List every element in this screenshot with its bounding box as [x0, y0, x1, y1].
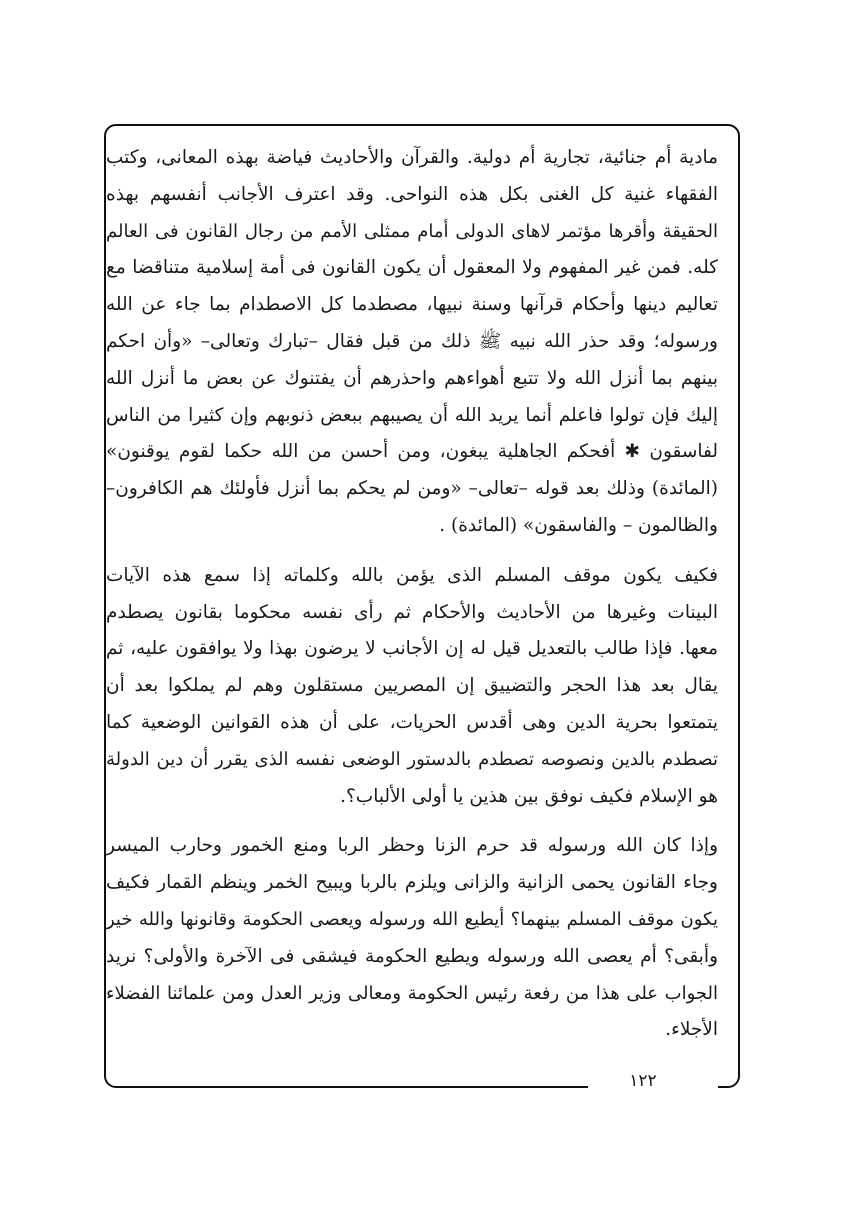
paragraph-2: [106, 558, 718, 816]
text-line: مادية أم جنائية، تجارية أم دولية. والقرآن والأحاديث فياضة بهذه المعانى، وكتب: [106, 147, 718, 168]
text-line: تعاليم دينها وأحكام قرآنها وسنة نبيها، مصطدما كل الاصطدام بما جاء عن الله: [106, 294, 718, 316]
text-line: والظالمون – والفاسقون» (المائدة) .: [439, 514, 718, 536]
paragraph-3: [106, 828, 718, 1049]
text-line: كله. فمن غير المفهوم ولا المعقول أن يكون القانون فى أمة إسلامية متناقضا مع: [106, 257, 718, 279]
text-line: لفاسقون ✱ أفحكم الجاهلية يبغون، ومن أحسن من الله حكما لقوم يوقنون»: [106, 441, 718, 463]
text-line: الأجلاء.: [665, 1019, 718, 1041]
text-line: يتمتعوا بحرية الدين وهى أقدس الحريات، على أن هذه القوانين الوضعية كما: [106, 711, 718, 733]
text-line: (المائدة) وذلك بعد قوله –تعالى– «ومن لم يحكم بما أنزل فأولئك هم الكافرون–: [106, 478, 718, 500]
page-number: ١٢٢: [588, 1071, 698, 1091]
text-line: إليك فإن تولوا فاعلم أنما يريد الله أن يصيبهم ببعض ذنوبهم وإن كثيرا من الناس: [106, 404, 718, 426]
text-line: البينات وغيرها من الأحاديث والأحكام ثم رأى نفسه محكوما بقانون يصطدم: [106, 601, 718, 623]
text-line: وأبقى؟ أم يعصى الله ورسوله ويطيع الحكومة فيشقى فى الآخرة والأولى؟ نريد: [106, 945, 718, 967]
text-line: الفقهاء غنية كل الغنى بكل هذه النواحى. وقد اعترف الأجانب أنفسهم بهذه: [106, 183, 718, 205]
text-line: الحقيقة وأقرها مؤتمر لاهاى الدولى أمام ممثلى الأمم من رجال القانون فى العالم: [106, 220, 718, 242]
paragraph-1: [106, 140, 718, 545]
text-line: يكون موقف المسلم بينهما؟ أيطيع الله ورسوله ويعصى الحكومة وقانونها والله خير: [106, 908, 718, 930]
text-line: فكيف يكون موقف المسلم الذى يؤمن بالله وكلماته إذا سمع هذه الآيات: [106, 564, 718, 586]
text-line: بينهم بما أنزل الله ولا تتبع أهواءهم واحذرهم أن يفتنوك عن بعض ما أنزل الله: [106, 367, 718, 389]
text-line: تصطدم بالدين ونصوصه تصطدم بالدستور الوضعى نفسه الذى يقرر أن دين الدولة: [106, 748, 718, 770]
text-line: معها. فإذا طالب بالتعديل قيل له إن الأجانب لا يرضون بهذا ولا يوافقون عليه، ثم: [106, 638, 718, 660]
text-line: الجواب على هذا من رفعة رئيس الحكومة ومعالى وزير العدل ومن علمائنا الفضلاء: [106, 982, 718, 1004]
text-line: وإذا كان الله ورسوله قد حرم الزنا وحظر الربا ومنع الخمور وحارب الميسر: [106, 835, 718, 857]
text-line: يقال بعد هذا الحجر والتضييق إن المصريين مستقلون وهم لم يملكوا بعد أن: [106, 675, 718, 697]
text-line: هو الإسلام فكيف نوفق بين هذين يا أولى الألباب؟.: [340, 785, 718, 807]
body-text: [106, 140, 718, 1049]
text-line: ورسوله؛ وقد حذر الله نبيه ﷺ ذلك من قبل فقال –تبارك وتعالى– «وأن احكم: [106, 330, 718, 352]
text-line: وجاء القانون يحمى الزانية والزانى ويلزم بالربا ويبيح الخمر وينظم القمار فكيف: [106, 872, 718, 894]
